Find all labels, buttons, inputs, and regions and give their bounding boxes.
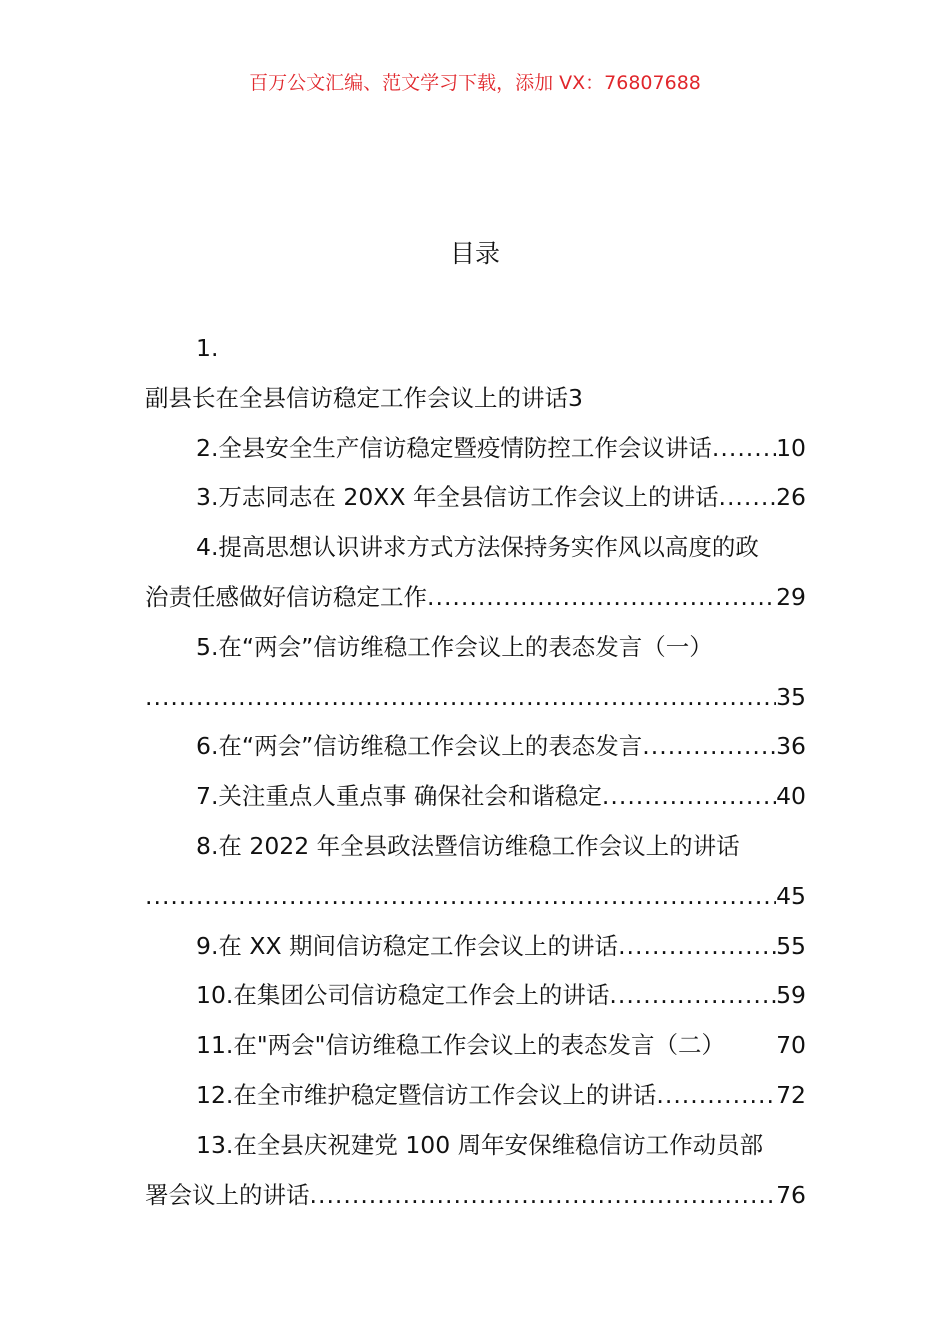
toc-entry-line[interactable] (145, 374, 806, 424)
page-title: 目录 (449, 239, 500, 268)
toc-entry-title: 12.在全市维护稳定暨信访工作会议上的讲话 (196, 1080, 657, 1109)
toc-entry-title: 13.在全县庆祝建党 100 周年安保维稳信访工作动员部 (196, 1130, 764, 1159)
toc-entry-title: 5.在“两会”信访维稳工作会议上的表态发言（一） (196, 632, 713, 661)
toc-entry-title: 7.关注重点人重点事 确保社会和谐稳定 (196, 782, 602, 811)
dot-leader (656, 1071, 776, 1121)
toc-entry-line[interactable] (145, 722, 806, 772)
toc-entry-title: 8.在 2022 年全县政法暨信访维稳工作会议上的讲话 (196, 831, 740, 860)
toc-entry-line[interactable] (145, 1171, 806, 1221)
dot-leader (618, 922, 776, 972)
toc-entry-line[interactable] (145, 523, 806, 573)
toc-entry-line[interactable] (145, 473, 806, 523)
toc-entry-line[interactable] (145, 424, 806, 474)
toc-entry-title: 3.万志同志在 20XX 年全县信访工作会议上的讲话 (196, 483, 719, 512)
toc-entry-title: 4.提高思想认识讲求方式方法保持务实作风以高度的政 (196, 533, 759, 562)
toc-page-number: 40 (776, 782, 806, 811)
toc-entry-title: 10.在集团公司信访稳定工作会上的讲话 (196, 981, 610, 1010)
dot-leader (310, 1171, 777, 1221)
toc-entry-title: 副县长在全县信访稳定工作会议上的讲话 (145, 383, 568, 412)
toc-page-number: 26 (776, 483, 806, 512)
dot-leader (427, 573, 776, 623)
toc-page-number: 45 (776, 881, 806, 910)
toc-entry-title: 2.全县安全生产信访稳定暨疫情防控工作会议讲话 (196, 433, 712, 462)
toc-page-number: 70 (776, 1031, 806, 1060)
toc-page-number: 72 (776, 1080, 806, 1109)
toc-page-number: 55 (776, 931, 806, 960)
toc-entry-title: 署会议上的讲话 (145, 1180, 310, 1209)
table-of-contents (145, 324, 806, 1220)
toc-entry-title: 9.在 XX 期间信访稳定工作会议上的讲话 (196, 931, 619, 960)
toc-page-number: 36 (776, 732, 806, 761)
toc-entry-title: 治责任感做好信访稳定工作 (145, 582, 427, 611)
toc-page-number: 76 (776, 1180, 806, 1209)
dot-leader (712, 424, 776, 474)
toc-entry-line[interactable] (145, 772, 806, 822)
toc-page-number: 3 (568, 383, 583, 412)
toc-entry-title: 6.在“两会”信访维稳工作会议上的表态发言 (196, 732, 643, 761)
toc-entry-line[interactable] (145, 872, 806, 922)
toc-entry-line[interactable] (145, 1121, 806, 1171)
toc-entry-line[interactable] (145, 822, 806, 872)
toc-entry-line[interactable] (145, 1071, 806, 1121)
toc-entry-line[interactable] (145, 673, 806, 723)
toc-page-number: 29 (776, 582, 806, 611)
toc-entry-line[interactable] (145, 971, 806, 1021)
toc-page-number: 59 (776, 981, 806, 1010)
toc-page-number: 10 (776, 433, 806, 462)
toc-entry-line[interactable] (145, 1021, 806, 1071)
dot-leader (609, 971, 776, 1021)
dot-leader (602, 772, 776, 822)
dot-leader (145, 673, 776, 723)
toc-entry-line[interactable] (145, 922, 806, 972)
dot-leader (642, 722, 776, 772)
dot-leader (145, 872, 776, 922)
watermark-banner: 百万公文汇编、范文学习下载，添加 VX：76807688 (249, 72, 701, 94)
toc-entry-title: 11.在"两会"信访维稳工作会议上的表态发言（二） (196, 1031, 725, 1060)
toc-entry-line[interactable] (145, 573, 806, 623)
dot-leader (718, 473, 776, 523)
toc-entry-line[interactable] (145, 623, 806, 673)
toc-entry-line[interactable] (145, 324, 806, 374)
toc-entry-title: 1. (196, 334, 219, 362)
toc-page-number: 35 (776, 682, 806, 711)
